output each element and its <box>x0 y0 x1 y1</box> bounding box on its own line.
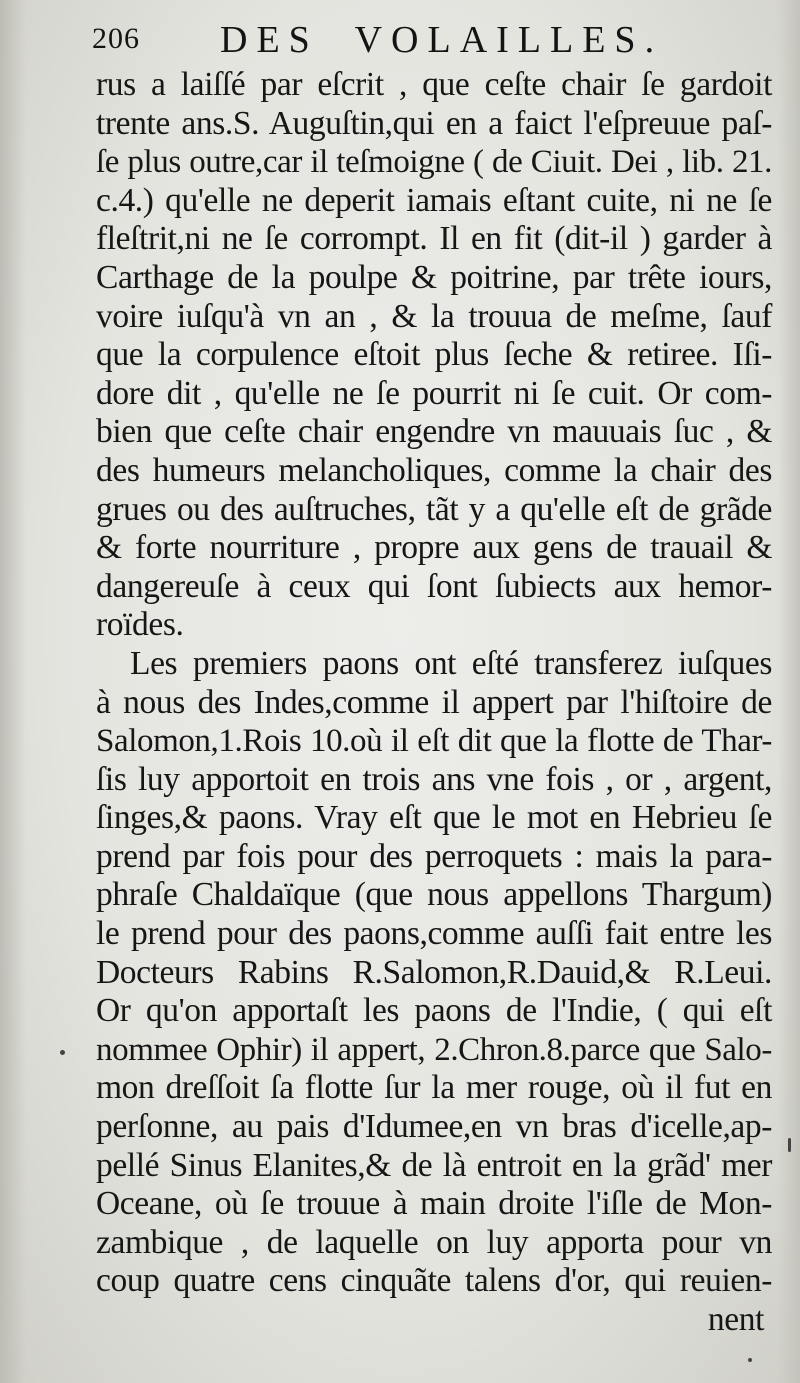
text-line: rus a laiſſé par eſcrit , que ceſte chair ſe gardoit <box>96 66 772 103</box>
text-line: ſis luy apportoit en trois ans vne fois , or , argent, <box>96 760 772 798</box>
text-line: ſe plus outre,car il teſmoigne ( de Ciuit. Dei , lib. 21. <box>96 144 772 181</box>
text-line: à nous des Indes,comme il appert par l'hiſtoire de <box>96 683 772 721</box>
text-line: Carthage de la poulpe & poitrine, par trête iours, <box>96 258 772 296</box>
running-head: DES VOLAILLES. <box>220 19 664 61</box>
text-line: trente ans.S. Auguſtin,qui en a faict l'eſpreuue paſ- <box>96 104 772 142</box>
text-line: c.4.) qu'elle ne deperit iamais eſtant cuite, ni ne ſe <box>96 181 772 219</box>
text-line: voire iuſqu'à vn an , & la trouua de meſme, ſauf <box>96 297 772 335</box>
text-line: des humeurs melancholiques, comme la chair des <box>96 451 772 489</box>
text-line: pellé Sinus Elanites,& de là entroit en la grãd' mer <box>96 1146 772 1184</box>
text-line: dangereuſe à ceux qui ſont ſubiects aux hemor- <box>96 567 772 605</box>
text-line: le prend pour des paons,comme auſſi fait entre les <box>96 915 772 953</box>
text-line: bien que ceſte chair engendre vn mauuais ſuc , & <box>96 413 772 451</box>
text-line: Oceane, où ſe trouue à main droite l'iſle de Mon- <box>96 1185 772 1223</box>
text-line: nommee Ophir) il appert, 2.Chron.8.parce que Salo- <box>96 1031 772 1068</box>
text-line: roïdes. <box>96 606 184 644</box>
page-edge-right <box>778 0 800 1383</box>
ink-speck <box>60 1050 65 1055</box>
text-line: prend par fois pour des perroquets : mais la para- <box>96 837 772 875</box>
text-line: dore dit , qu'elle ne ſe pourrit ni ſe cuit. Or com- <box>96 374 772 412</box>
catchword: nent <box>707 1301 764 1338</box>
text-line: mon dreſſoit ſa flotte ſur la mer rouge, où il fut en <box>96 1069 772 1107</box>
text-line: coup quatre cens cinquãte talens d'or, qui reuien- <box>96 1262 772 1300</box>
page-number: 206 <box>92 22 140 55</box>
text-line: zambique , de laquelle on luy apporta pour vn <box>96 1223 772 1261</box>
text-line: Or qu'on apportaſt les paons de l'Indie, ( qui eſt <box>96 992 772 1030</box>
text-line: que la corpulence eſtoit plus ſeche & retiree. Iſi- <box>96 336 772 374</box>
text-line: & forte nourriture , propre aux gens de trauail & <box>96 529 772 567</box>
paragraph-first-line: Les premiers paons ont eſté transferez iuſques <box>130 644 772 682</box>
text-line: grues ou des auſtruches, tãt y a qu'elle eſt de grãde <box>96 490 772 528</box>
page-header <box>92 18 772 70</box>
text-line: ſinges,& paons. Vray eſt que le mot en Hebrieu ſe <box>96 799 772 837</box>
text-line: Salomon,1.Rois 10.où il eſt dit que la flotte de Thar- <box>96 723 772 760</box>
text-line: fleſtrit,ni ne ſe corrompt. Il en fit (dit-il ) garder à <box>96 220 772 258</box>
text-line: Docteurs Rabins R.Salomon,R.Dauid,& R.Leui. <box>96 953 772 991</box>
text-line: perſonne, au pais d'Idumee,en vn bras d'icelle,ap- <box>96 1108 772 1146</box>
body-text <box>96 66 772 1340</box>
ink-speck <box>748 1358 752 1362</box>
text-line: phraſe Chaldaïque (que nous appellons Thargum) <box>96 876 772 914</box>
page-gutter-left <box>0 0 26 1383</box>
ink-speck <box>788 1138 791 1152</box>
